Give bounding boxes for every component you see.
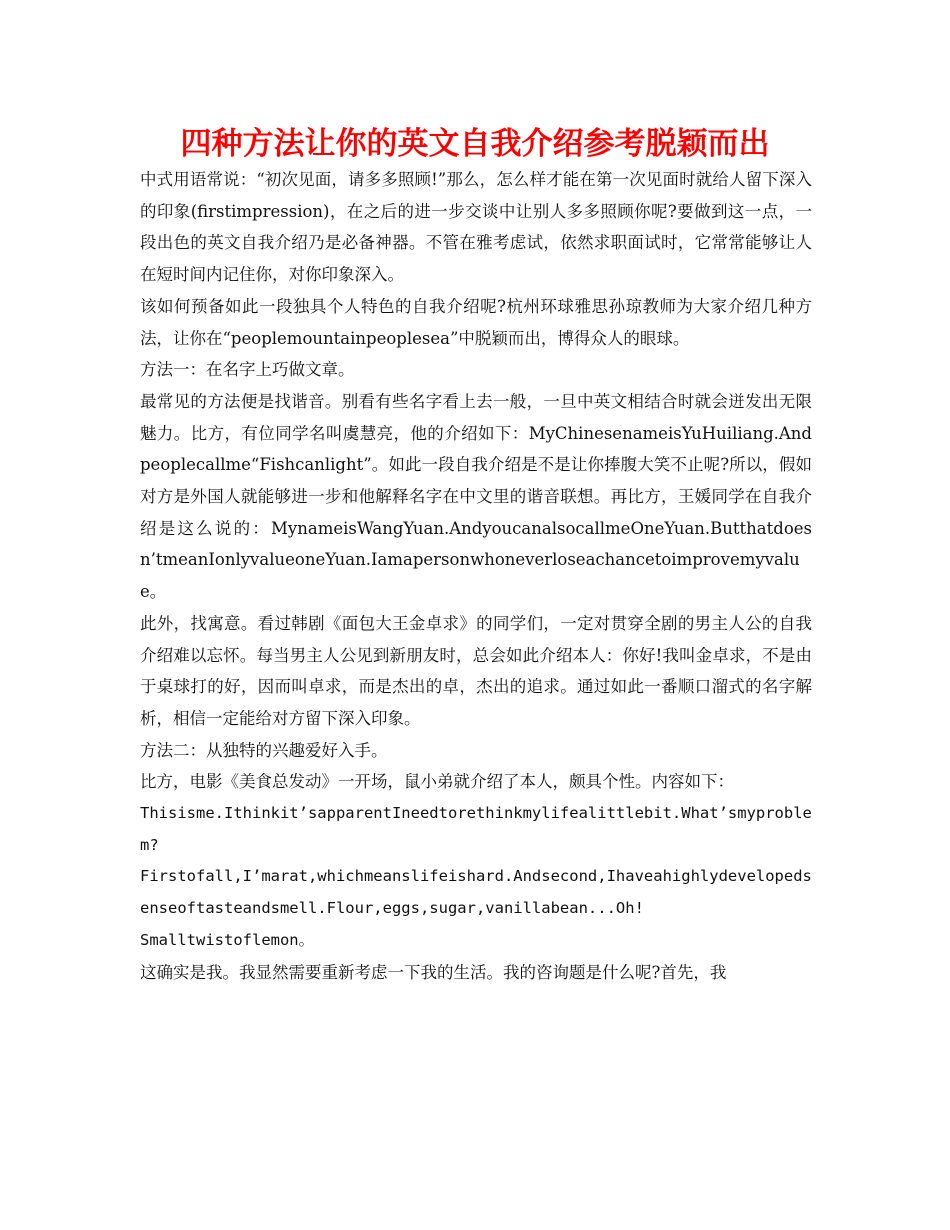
paragraph-english-quote-3: Smalltwistoflemon。 [140, 930, 315, 949]
paragraph-homophone: 最常见的方法便是找谐音。别看有些名字看上去一般，一旦中英文相结合时就会迸发出无限魅力。比方，有位同学名叫虞慧亮，他的介绍如下：MyChinesenameisYuHuiliang.Andpeoplecallme“Fishcanlight”。如此一段自我介绍是不是让你捧腹大笑不止呢?所以，假如对方是外国人就能够进一步和他解释名字在中文里的谐音联想。再比方，王媛同学在自我介绍是这么说的：MynameisWangYuan.AndyoucanalsocallmeOneYuan.Butthatdoesn’tmeanIonlyvalueoneYuan.Iamapersonwhoneverloseachancetoimprovemyvalue。 [140, 391, 812, 602]
paragraph-translation: 这确实是我。我显然需要重新考虑一下我的生活。我的咨询题是什么呢?首先，我 [140, 962, 727, 982]
paragraph-english-quote-1: Thisisme.Ithinkit’sapparentIneedtorethinkmylifealittlebit.What’smyproblem? [140, 804, 812, 854]
paragraph-preparation: 该如何预备如此一段独具个人特色的自我介绍呢?杭州环球雅思孙琼教师为大家介绍几种方法，让你在“peoplemountainpeoplesea”中脱颖而出，博得众人的眼球。 [140, 296, 812, 348]
paragraph-meaning: 此外，找寓意。看过韩剧《面包大王金卓求》的同学们，一定对贯穿全剧的男主人公的自我介绍难以忘怀。每当男主人公见到新朋友时，总会如此介绍本人：你好!我叫金卓求，不是由于桌球打的好，因而叫卓求，而是杰出的卓，杰出的追求。通过如此一番顺口溜式的名字解析，相信一定能给对方留下深入印象。 [140, 613, 812, 728]
page-title: 四种方法让你的英文自我介绍参考脱颖而出 [180, 126, 770, 162]
heading-method-two: 方法二：从独特的兴趣爱好入手。 [140, 740, 388, 760]
paragraph-ratatouille: 比方，电影《美食总发动》一开场，鼠小弟就介绍了本人，颇具个性。内容如下： [140, 772, 734, 792]
heading-method-one: 方法一：在名字上巧做文章。 [140, 360, 355, 380]
paragraph-english-quote-2: Firstofall,I’marat,whichmeanslifeishard.Andsecond,Ihaveahighlydevelopedsenseoftasteandsmell.Flour,eggs,sugar,vanillabean...Oh! [140, 867, 812, 918]
paragraph-intro: 中式用语常说：“初次见面，请多多照顾!”那么，怎么样才能在第一次见面时就给人留下深入的印象(firstimpression)，在之后的进一步交谈中让别人多多照顾你呢?要做到这一点，一段出色的英文自我介绍乃是必备神器。不管在雅考虑试，依然求职面试时，它常常能够让人在短时间内记住你，对你印象深入。 [140, 170, 812, 285]
document-body [140, 164, 812, 988]
